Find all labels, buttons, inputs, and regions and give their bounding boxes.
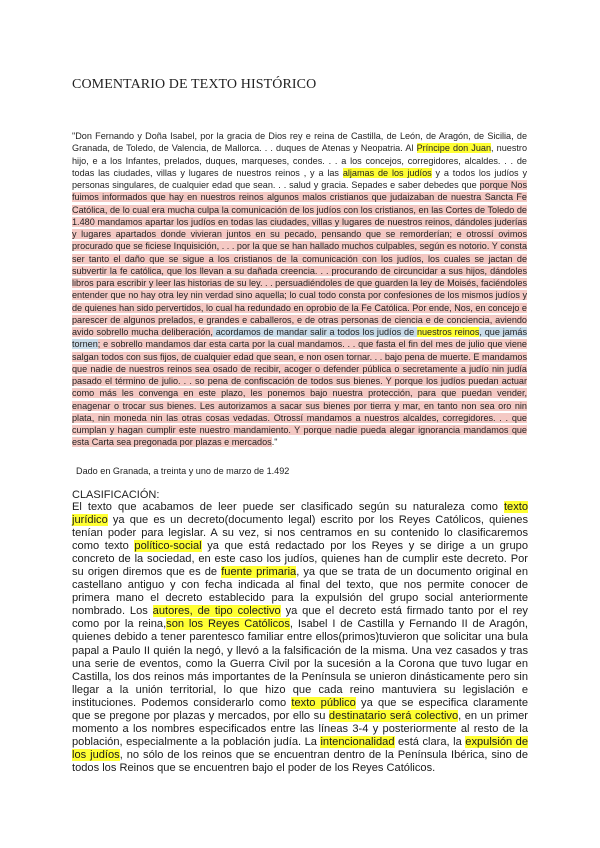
highlight-texto-juridico: texto jurídico: [72, 501, 528, 527]
highlight-causes: porque Nos fuimos informados que hay en nuestros reinos algunos malos cristianos que judaizaban de nuestra Sancta Fe Católica, de lo cual era mucha culpa la comunicación de los judíos con los cristianos, en las Cortes de Toledo de 1.480 mandamos apartar los judíos en todas las ciudades, villas y lugares de nuestros reinos, dándoles juderías y lugares apartados donde vivieran juntos en su pecado, pensando que se remorderían; e otrossí ovimos procurado que se ficiese Inquisición, . . . por la que se han hallado muchos culpables, según es notorio. Y consta ser tanto el daño que se sigue a los cristianos de la comunicación con los judíos, los cuales se jactan de subvertir la fe católica, que los llevan a su dañada creencia. . . procurando de circuncidar a sus hijos, dándoles libros para escribir y leer las historias de su ley. . . persuadiéndoles de que guarden la ley de Moisés, faciéndoles entender que no hay otra ley nin verdad sino aquella; lo cual todo consta por confesiones de los mismos judíos y de quienes han sido pervertidos, lo cual ha redundado en oprobio de la Fe Católica. Por ende, Nos, en concejo e parescer de algunos prelados, e grandes e caballeros, e de otras personas de ciencia e de conciencia, aviendo avido sobrello mucha deliberación,: [72, 180, 527, 337]
body-text: , no sólo de los reinos que se encuentran dentro de la Península Ibérica, sino de todos los Reinos que se encuentren bajo el poder de los Reyes Católicos.: [72, 748, 528, 774]
highlight-expulsion: expulsión de los judíos: [72, 735, 529, 761]
highlight-destinatario: destinatario será colectivo: [328, 709, 459, 722]
body-text: , Isabel I de Castilla y Fernando II de Aragón, quienes debido a tener parentesco familiar entre ellos(primos)tuvieron que solicitar una bula papal a Paulo II quién la negó, y llevó a la falsificación de la misma. Una vez casados y tras una serie de eventos, como la Guerra Civil por la sucesión a la Corona que tuvo lugar en Castilla, los dos reinos más importantes de la Península se unieron dinásticamente pero sin llegar a la unión territorial, lo que hizo que cada reino mantuviera su legislación e instituciones. Podemos considerarlo como: [72, 618, 528, 709]
highlight-intencionalidad: intencionalidad: [320, 735, 395, 748]
body-text: El texto que acabamos de leer puede ser clasificado según su naturaleza como: [72, 501, 504, 513]
highlight-autores: autores, de tipo colectivo: [152, 605, 281, 618]
page-title: COMENTARIO DE TEXTO HISTÓRICO: [72, 77, 317, 92]
highlight-pregon: Y porque nadie pueda alegar ignorancia mandamos que esta Carta sea pregonada por plazas e mercados: [72, 425, 527, 448]
highlight-principe: Príncipe don Juan: [416, 143, 492, 154]
highlight-order: acordamos de mandar salir a todos los judíos de: [212, 327, 417, 337]
highlight-fuente-primaria: fuente primaria: [221, 566, 297, 579]
classification-body: [72, 501, 528, 775]
decree-paragraph: [72, 130, 527, 449]
highlight-order: , que jamás tornen: [72, 327, 527, 350]
highlight-conditions: ; e sobrello mandamos dar esta carta por la cual mandamos. . . que fasta el fin del mes de julio que viene salgan todos con sus fijos, de cualquier edad que sean, e non osen tornar. . . bajo pena de muerte. E mandamos que nadie de nuestros reinos sea osado de recibir, acoger o defender pública o secretamente a judío nin judía pasado el término de julio. . . so pena de confiscación de todos sus bienes. Y porque los judíos puedan actuar como más les convenga en este plazo, les ponemos bajo nuestra protección, para que puedan vender, enagenar o trocar sus bienes. Les autorizamos a sacar sus bienes por tierra y mar, en tanto non sea oro nin plata, nin moneda nin las otras cosas vedadas. Otrossí mandamos a nuestros alcaldes, corregidores. . . que cumplan y hagan cumplir este nuestro mandamiento.: [72, 339, 527, 435]
body-text: ya que está redactado por los Reyes y se dirige a un grupo concreto de la sociedad, en este caso los judíos, quienes han de cumplir este decreto. Por su origen diremos que es de: [72, 540, 529, 579]
highlight-reinos: nuestros reinos: [416, 327, 480, 337]
body-text: está clara, la: [394, 735, 466, 748]
decree-date: Dado en Granada, a treinta y uno de marzo de 1.492: [76, 466, 290, 476]
highlight-aljamas: aljamas de los judíos: [342, 167, 432, 178]
body-text: ya que es un decreto(documento legal) escrito por los Reyes Católicos, quienes tenían poder para legislar. A su vez, si nos centramos en su contenido lo clasificaremos como texto: [72, 514, 528, 553]
body-text: ya que se especifica claramente que se pregone por plazas y mercados, por ello su: [72, 696, 528, 722]
decree-quote: [72, 130, 527, 449]
body-text: , ya que se trata de un documento original en castellano antiguo y con fecha indicada al final del texto, que nos permite conocer de primera mano el decreto establecido para la expulsión del grupo social anteriormente nombrado. Los: [72, 566, 529, 618]
section-heading: CLASIFICACIÓN:: [72, 489, 160, 501]
quote-text: , nuestro hijo, e a los Infantes, prelados, duques, marqueses, condes. . . a los concejos, corregidores, alcaldes. . . de todas las ciudades, villas y lugares de nuestros reinos , y a las: [72, 143, 527, 178]
quote-text: y a todos los judíos y personas singulares, de cualquier edad que sean. . . salud y gracia. Sepades e saber debedes que: [72, 167, 527, 190]
quote-text: "Don Fernando y Doña Isabel, por la gracia de Dios rey e reina de Castilla, de León, de Aragón, de Sicilia, de Granada, de Toledo, de Valencia, de Mallorca. . . duques de Atenas y Neopatria. Al: [72, 131, 527, 154]
quote-text: .": [271, 437, 278, 448]
body-text: , en un primer momento a los nombres especificados entre las líneas 3-4 y posteriormente al resto de la población, especialmente a la población judía. La: [72, 709, 528, 748]
highlight-reyes-catolicos: son los Reyes Católicos: [166, 618, 290, 631]
highlight-politico-social: político-social: [134, 540, 202, 553]
highlight-texto-publico: texto público: [291, 696, 356, 709]
body-text: ya que el decreto está firmado tanto por el rey como por la reina,: [72, 605, 528, 631]
classification-paragraph: [72, 501, 528, 775]
